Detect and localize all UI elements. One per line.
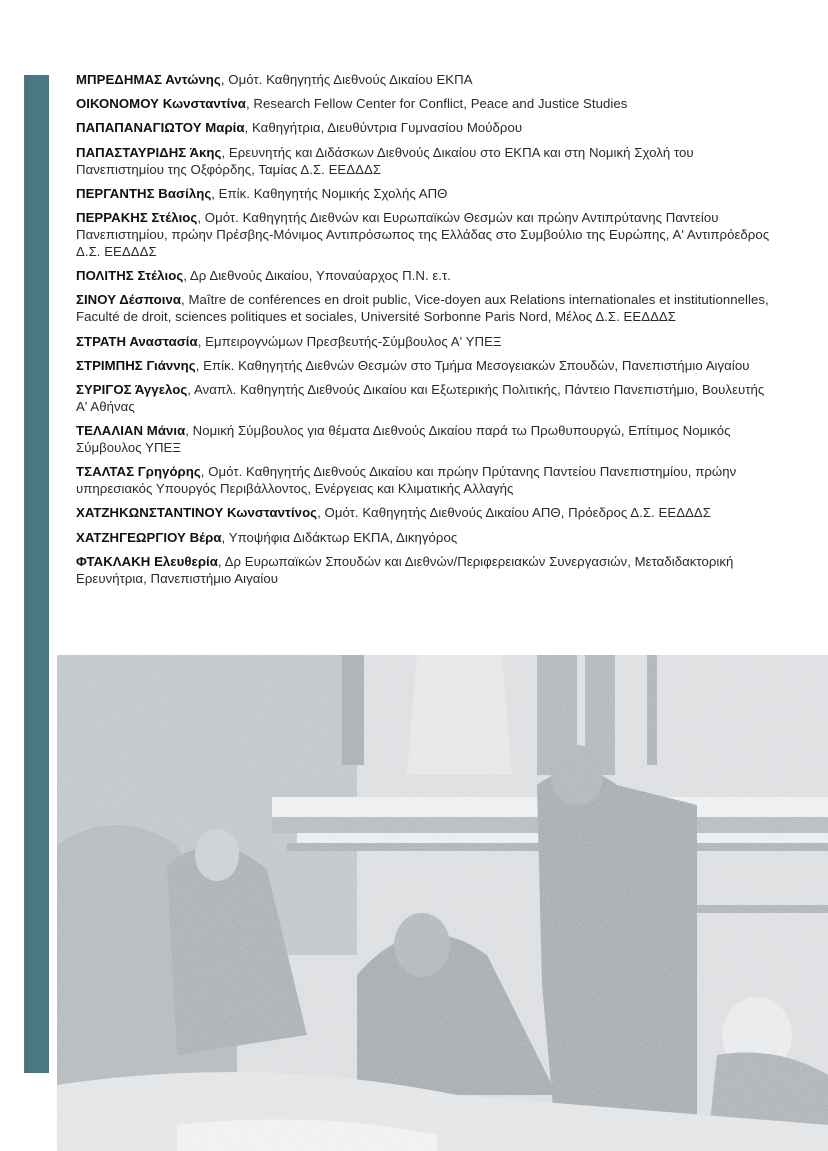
member-name: ΠΕΡΡΑΚΗΣ Στέλιος: [76, 209, 198, 225]
member-description: , Ομότ. Καθηγητής Διεθνούς Δικαίου ΕΚΠΑ: [220, 72, 473, 87]
member-name: ΣΤΡΑΤΗ Αναστασία: [76, 333, 198, 349]
member-entry: [76, 422, 776, 456]
member-description: , Ερευνητής και Διδάσκων Διεθνούς Δικαίου στο ΕΚΠΑ και στη Νομική Σχολή του Πανεπιστημίου της Οξφόρδης, Ταμίας Δ.Σ. ΕΕΔΔΔΣ: [76, 144, 694, 177]
member-name: ΧΑΤΖΗΓΕΩΡΓΙΟΥ Βέρα: [76, 529, 222, 545]
member-name: ΦΤΑΚΛΑΚΗ Ελευθερία: [76, 553, 218, 569]
member-entry: [76, 381, 776, 415]
member-description: , Research Fellow Center for Conflict, Peace and Justice Studies: [245, 96, 628, 112]
members-list: [76, 71, 776, 594]
member-entry: [76, 463, 776, 497]
member-description: , Αναπλ. Καθηγητής Διεθνούς Δικαίου και Εξωτερικής Πολιτικής, Πάντειο Πανεπιστήμιο, Βουλευτής Α' Αθήνας: [76, 381, 765, 414]
member-description: , Νομική Σύμβουλος για θέματα Διεθνούς Δικαίου παρά τω Πρωθυπουργώ, Επίτιμος Νομικός Σύμβουλος ΥΠΕΞ: [76, 423, 731, 456]
member-entry: [76, 291, 776, 325]
member-description: , Maître de conférences en droit public, Vice-doyen aux Relations internationales et institutionnelles, Faculté de droit, sciences politiques et sociales, Université Sorbonne Paris Nord, Μέλος Δ.Σ. ΕΕΔΔΔΣ: [76, 292, 769, 325]
member-name: ΣΥΡΙΓΟΣ Άγγελος: [76, 381, 188, 397]
member-description: , Ομότ. Καθηγητής Διεθνών και Ευρωπαϊκών Θεσμών και πρώην Αντιπρύτανης Παντείου Πανεπιστημίου, πρώην Πρέσβης-Μόνιμος Αντιπρόσωπος της Ελλάδας στο Συμβούλιο της Ευρώπης, Α' Αντιπρόεδρος Δ.Σ. ΕΕΔΔΔΣ: [76, 209, 770, 259]
member-name: ΤΣΑΛΤΑΣ Γρηγόρης: [76, 464, 201, 480]
member-description: , Επίκ. Καθηγητής Νομικής Σχολής ΑΠΘ: [211, 185, 448, 201]
member-entry: [76, 119, 776, 136]
member-description: , Καθηγήτρια, Διευθύντρια Γυμνασίου Μούδρου: [244, 120, 523, 136]
member-description: , Ομότ. Καθηγητής Διεθνούς Δικαίου ΑΠΘ, Πρόεδρος Δ.Σ. ΕΕΔΔΔΣ: [317, 505, 711, 521]
member-name: ΧΑΤΖΗΚΩΝΣΤΑΝΤΙΝΟΥ Κωνσταντίνος: [76, 505, 318, 521]
member-entry: [76, 209, 776, 260]
historical-photo: [57, 655, 828, 1151]
historical-photo-illustration: [57, 655, 828, 1151]
member-description: , Δρ Διεθνούς Δικαίου, Υποναύαρχος Π.Ν. ε.τ.: [183, 268, 451, 284]
member-description: , Εμπειρογνώμων Πρεσβευτής-Σύμβουλος Α' ΥΠΕΞ: [197, 333, 502, 349]
member-entry: [76, 144, 776, 178]
member-entry: [76, 71, 776, 88]
member-name: ΠΑΠΑΠΑΝΑΓΙΩΤΟΥ Μαρία: [76, 120, 245, 136]
member-name: ΜΠΡΕΔΗΜΑΣ Αντώνης: [76, 72, 221, 87]
member-description: , Ομότ. Καθηγητής Διεθνούς Δικαίου και πρώην Πρύτανης Παντείου Πανεπιστημίου, πρώην υπηρεσιακός Υπουργός Περιβάλλοντος, Ενέργειας και Κλιματικής Αλλαγής: [76, 464, 737, 497]
member-entry: [76, 553, 776, 587]
member-name: ΟΙΚΟΝΟΜΟΥ Κωνσταντίνα: [76, 96, 246, 112]
member-description: , Υποψήφια Διδάκτωρ ΕΚΠΑ, Δικηγόρος: [221, 529, 458, 545]
member-entry: [76, 357, 776, 374]
member-entry: [76, 333, 776, 350]
member-name: ΠΕΡΓΑΝΤΗΣ Βασίλης: [76, 185, 212, 201]
member-entry: [76, 185, 776, 202]
member-entry: [76, 504, 776, 521]
member-entry: [76, 529, 776, 546]
member-name: ΤΕΛΑΛΙΑΝ Μάνια: [76, 423, 186, 439]
photo-grain: [57, 655, 828, 1151]
member-name: ΠΑΠΑΣΤΑΥΡΙΔΗΣ Άκης: [76, 144, 222, 160]
member-entry: [76, 267, 776, 284]
member-name: ΣΙΝΟΥ Δέσποινα: [76, 292, 182, 308]
member-description: , Δρ Ευρωπαϊκών Σπουδών και Διεθνών/Περιφερειακών Συνεργασιών, Μεταδιδακτορική Ερευνήτρια, Πανεπιστήμιο Αιγαίου: [76, 553, 734, 586]
member-name: ΠΟΛΙΤΗΣ Στέλιος: [76, 268, 184, 284]
member-entry: [76, 95, 776, 112]
member-name: ΣΤΡΙΜΠΗΣ Γιάννης: [76, 357, 196, 373]
member-description: , Επίκ. Καθηγητής Διεθνών Θεσμών στο Τμήμα Μεσογειακών Σπουδών, Πανεπιστήμιο Αιγαίου: [195, 357, 750, 373]
decorative-accent-bar: [24, 75, 49, 1073]
